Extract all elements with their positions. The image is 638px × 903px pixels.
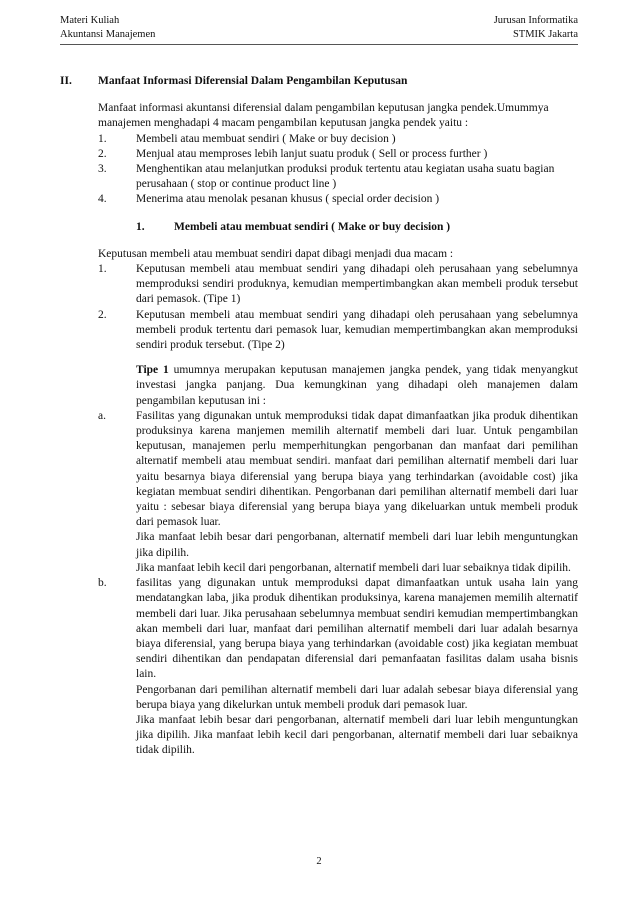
header-course: Materi Kuliah <box>60 15 120 26</box>
subsection-title: Membeli atau membuat sendiri ( Make or buy decision ) <box>174 220 451 233</box>
list-item: 2. Keputusan membeli atau membuat sendiri yang dihadapi oleh perusahaan yang sebelumnya membeli produk tertentu dari pemasok luar, kemudian mempertimbangkan akan memproduksi sendiri produk tersebut. (Tipe 2) <box>98 308 578 352</box>
section-number: II. <box>60 75 72 87</box>
option-b-conclusion: Jika manfaat lebih besar dari pengorbanan, alternatif membeli dari luar lebih menguntungkan jika dipilih. Jika manfaat lebih kecil dari pengorbanan, alternatif membeli dari luar sebaiknya tidak dipilih. <box>136 713 578 757</box>
tipe1-text: umumnya merupakan keputusan manajemen jangka pendek, yang tidak menyangkut investasi jangka panjang. Dua kemungkinan yang dihadapi oleh manajemen dalam pengambilan keputusan ini : <box>136 364 578 407</box>
option-b-text: fasilitas yang digunakan untuk memproduksi dapat dimanfaatkan untuk usaha lain yang mendatangkan laba, jika produk dihentikan produksinya, karena manajemen memilih alternatif membeli dari luar. Jika perusahaan sebelumnya membuat sendiri kemudian mempertimbangkan akan membeli dari luar, manfaat dari pemilihan alternatif membeli dari luar adalah besarnya biaya diferensial, yang berupa biaya yang terhindarkan (avoidable cost) jika kegiatan membuat sendiri dihentikan dan pendapatan diferensial dari pemanfaatan fasilitas dalam usaha bisnis lain. <box>136 577 578 681</box>
list-item: 4. Menerima atau menolak pesanan khusus ( special order decision ) <box>98 193 440 206</box>
subsection-number: 1. <box>136 220 145 233</box>
section-title: Manfaat Informasi Diferensial Dalam Pengambilan Keputusan <box>98 75 408 87</box>
option-a-marker: a. <box>98 409 106 422</box>
decision-list <box>98 132 578 208</box>
option-b-marker: b. <box>98 577 107 590</box>
header-institution: STMIK Jakarta <box>512 29 578 40</box>
header-left <box>60 14 155 42</box>
header-subject: Akuntansi Manajemen <box>60 29 156 40</box>
section-heading <box>60 74 578 89</box>
option-a <box>98 409 578 576</box>
page-content <box>60 74 578 759</box>
option-b <box>98 576 578 758</box>
header-department: Jurusan Informatika <box>493 15 578 26</box>
list-item: 1. Membeli atau membuat sendiri ( Make or buy decision ) <box>98 132 396 145</box>
intro-paragraph: Manfaat informasi akuntansi diferensial dalam pengambilan keputusan jangka pendek.Umummya manajemen menghadapi 4 macam pengambilan keputusan jangka pendek yaitu : <box>98 102 549 130</box>
header-right <box>494 14 578 42</box>
list-item: 1. Keputusan membeli atau membuat sendiri yang dihadapi oleh perusahaan yang sebelumnya memproduksi sendiri produknya, kemudian mempertimbangkan akan membeli produk tersebut dari pemasok. (Tipe 1) <box>98 263 578 306</box>
keputusan-list <box>98 262 578 353</box>
subsection-heading <box>98 220 578 235</box>
list-item: 2. Menjual atau memproses lebih lanjut suatu produk ( Sell or process further ) <box>98 147 488 160</box>
option-b-sacrifice: Pengorbanan dari pemilihan alternatif membeli dari luar adalah sebesar biaya diferensial yang berupa biaya yang dikelurkan untuk membeli produk dari pemasok luar. <box>136 683 578 711</box>
list-item: 3. Menghentikan atau melanjutkan produksi produk tertentu atau kegiatan usaha suatu bagian perusahaan ( stop or continue product line ) <box>98 163 555 191</box>
option-a-cost: Jika manfaat lebih kecil dari pengorbanan, alternatif membeli dari luar sebaiknya tidak dipilih. <box>136 561 571 574</box>
page-number: 2 <box>316 856 322 867</box>
keputusan-intro: Keputusan membeli atau membuat sendiri dapat dibagi menjadi dua macam : <box>98 247 454 260</box>
option-a-benefit: Jika manfaat lebih besar dari pengorbanan, alternatif membeli dari luar lebih menguntungkan jika dipilih. <box>136 531 578 559</box>
option-a-text: Fasilitas yang digunakan untuk memproduksi tidak dapat dimanfaatkan jika produk dihentikan produksinya karena manjemen memilih alternatif membeli dari luar. Untuk pengambilan keputusan, manajemen perlu memperhitungkan pengorbanan dan manfaat dari pemilihan alternatif membeli atau membuat sendiri. manfaat dari pemilihan alternatif membeli dari luar yaitu besarnya biaya diferensial yang berupa biaya yang terhindarkan (avoidable cost) jika kegiatan membuat sendiri dihentikan. Pengorbanan dari pemilihan alternatif membeli dari luar yaitu : sebesar biaya diferensial yang berupa biaya yang dikeluarkan untuk membeli produk dari pemasok luar. <box>136 409 578 529</box>
tipe1-label: Tipe 1 <box>136 364 169 377</box>
tipe1-paragraph <box>136 363 578 409</box>
header-rule <box>60 44 578 45</box>
